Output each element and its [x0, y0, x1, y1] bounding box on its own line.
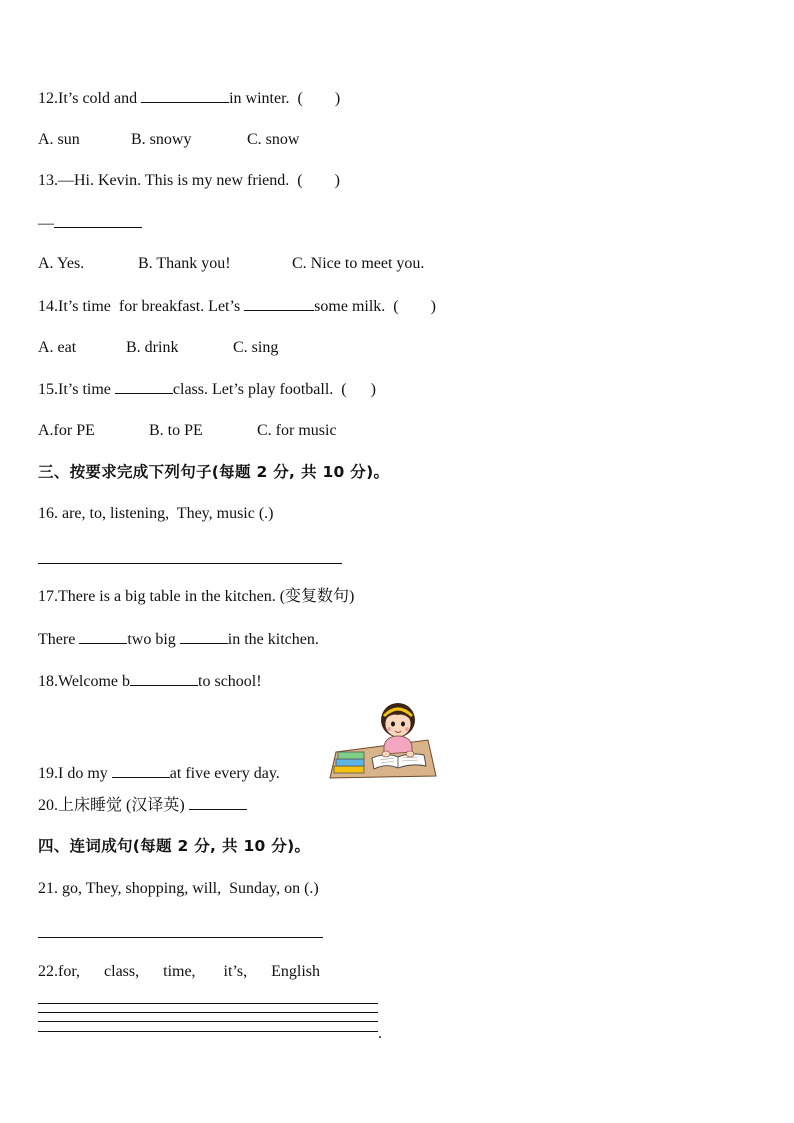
- q15-options: [38, 421, 337, 441]
- q16-answer-line[interactable]: [38, 563, 342, 564]
- q17-answer-blank-1[interactable]: [79, 629, 127, 644]
- question-18: [38, 671, 262, 692]
- q13-answer-blank[interactable]: [54, 213, 142, 228]
- q12-option-b[interactable]: B. snowy: [131, 131, 192, 148]
- q20-answer-blank[interactable]: [189, 795, 247, 810]
- question-19: [38, 763, 280, 784]
- q22-answer-line-2[interactable]: [38, 1012, 378, 1013]
- section-4-heading: 四、连词成句(每题 2 分, 共 10 分)。: [38, 837, 311, 855]
- q14-answer-blank[interactable]: [244, 296, 314, 311]
- q18-answer-blank[interactable]: [130, 671, 198, 686]
- q12-option-c[interactable]: C. snow: [247, 131, 300, 148]
- q14-option-c[interactable]: C. sing: [233, 339, 279, 356]
- question-13: 13.—Hi. Kevin. This is my new friend. ( ): [38, 172, 340, 189]
- q14-option-b[interactable]: B. drink: [126, 339, 179, 356]
- q14-options: [38, 338, 278, 358]
- question-12: [38, 88, 340, 109]
- q13-option-c[interactable]: C. Nice to meet you.: [292, 255, 425, 272]
- q13-options: [38, 254, 424, 274]
- q12-text-before: 12.It’s cold and: [38, 90, 142, 107]
- q13-option-b[interactable]: B. Thank you!: [138, 255, 231, 272]
- q19-answer-blank[interactable]: [112, 763, 170, 778]
- question-14: [38, 296, 436, 317]
- q13-option-a[interactable]: A. Yes.: [38, 255, 85, 272]
- q13-reply-dash: —: [38, 215, 54, 232]
- q15-option-a[interactable]: A.for PE: [38, 422, 95, 439]
- q17-answer-line: [38, 629, 319, 650]
- q18-text-before: 18.Welcome b: [38, 673, 131, 690]
- question-15: [38, 379, 376, 400]
- section-3-heading: 三、按要求完成下列句子(每题 2 分, 共 10 分)。: [38, 463, 390, 481]
- question-21: 21. go, They, shopping, will, Sunday, on (.): [38, 880, 319, 897]
- q14-text-before: 14.It’s time for breakfast. Let’s: [38, 298, 245, 315]
- q14-text-after: some milk. ( ): [314, 298, 436, 315]
- question-16: 16. are, to, listening, They, music (.): [38, 505, 274, 522]
- q12-text-after: in winter. ( ): [229, 90, 341, 107]
- q12-option-a[interactable]: A. sun: [38, 131, 80, 148]
- q22-answer-line-4[interactable]: [38, 1031, 378, 1032]
- q15-option-b[interactable]: B. to PE: [149, 422, 203, 439]
- girl-doing-homework-illustration: [328, 700, 438, 780]
- q20-text: 20.上床睡觉 (汉译英): [38, 797, 189, 814]
- q15-text-after: class. Let’s play football. ( ): [172, 381, 376, 398]
- question-17: 17.There is a big table in the kitchen. (变复数句): [38, 588, 355, 605]
- q13-reply: [38, 213, 142, 234]
- q12-options: [38, 130, 299, 150]
- question-20: [38, 795, 247, 816]
- q17-answer-blank-2[interactable]: [180, 629, 228, 644]
- q21-answer-line[interactable]: [38, 937, 323, 938]
- q22-answer-line-1[interactable]: [38, 1003, 378, 1004]
- q15-answer-blank[interactable]: [115, 379, 173, 394]
- q19-text-after: at five every day.: [169, 765, 280, 782]
- q19-text-before: 19.I do my: [38, 765, 112, 782]
- q14-option-a[interactable]: A. eat: [38, 339, 77, 356]
- q12-answer-blank[interactable]: [141, 88, 229, 103]
- q17-text-1: There: [38, 631, 80, 648]
- q15-option-c[interactable]: C. for music: [257, 422, 337, 439]
- q17-text-3: in the kitchen.: [227, 631, 319, 648]
- q18-text-after: to school!: [198, 673, 262, 690]
- q22-end-period: .: [378, 1025, 382, 1042]
- question-22: 22.for, class, time, it’s, English: [38, 963, 321, 980]
- q15-text-before: 15.It’s time: [38, 381, 115, 398]
- q22-answer-line-3[interactable]: [38, 1021, 378, 1022]
- q17-text-2: two big: [127, 631, 180, 648]
